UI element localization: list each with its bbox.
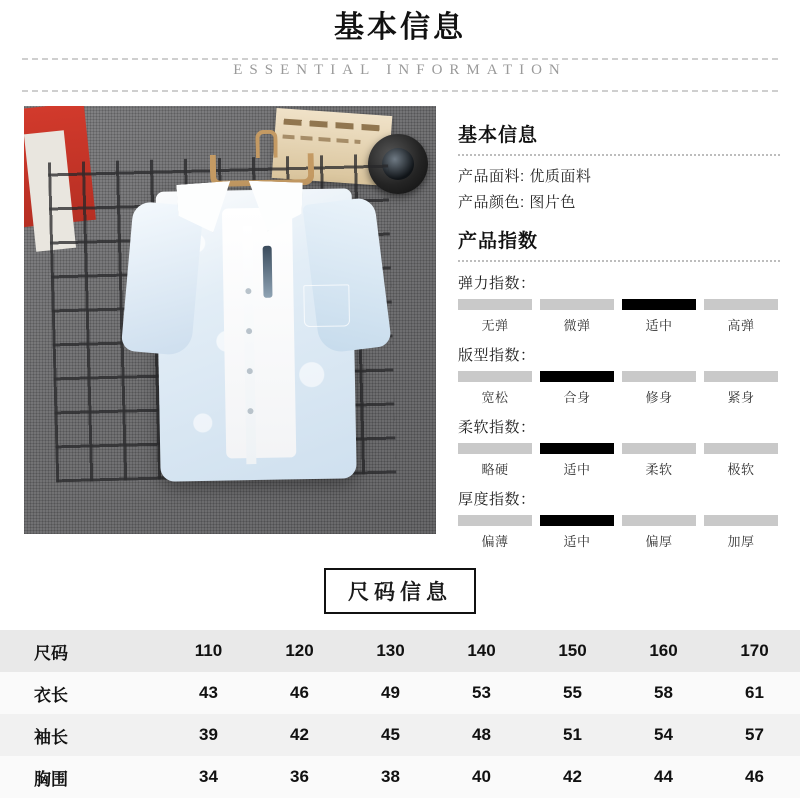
index-option-label: 紧身 — [727, 390, 755, 405]
info-column — [458, 106, 780, 550]
basic-info-color: 产品颜色: 图片色 — [458, 194, 576, 211]
index-bar — [540, 299, 614, 310]
basic-info-title: 基本信息 — [458, 125, 539, 146]
index-option — [704, 299, 778, 334]
index-option — [704, 443, 778, 478]
index-option-label: 极软 — [727, 462, 755, 477]
index-bar-selected — [540, 371, 614, 382]
shirt-button — [245, 288, 251, 294]
table-row — [0, 756, 800, 798]
table-header-cell: 160 — [649, 641, 678, 660]
table-cell: 39 — [199, 725, 218, 744]
table-header-cell: 110 — [194, 641, 223, 660]
table-cell: 42 — [290, 725, 309, 744]
index-bars-fit — [458, 371, 780, 406]
dashed-divider-bottom — [22, 90, 778, 92]
shirt-button — [246, 328, 252, 334]
table-cell: 54 — [654, 725, 673, 744]
product-index-divider — [458, 260, 780, 262]
index-option-label: 偏薄 — [481, 534, 509, 549]
content-row — [0, 106, 800, 550]
table-cell: 48 — [472, 725, 491, 744]
table-cell: 44 — [654, 767, 673, 786]
dashed-divider-top — [22, 58, 778, 60]
index-label-softness: 柔软指数： — [458, 419, 536, 436]
index-bar — [622, 371, 696, 382]
table-header-row — [0, 630, 800, 672]
index-bars-thickness — [458, 515, 780, 550]
shirt-button — [247, 368, 253, 374]
index-option-label: 适中 — [563, 462, 591, 477]
table-row — [0, 672, 800, 714]
table-cell: 34 — [199, 767, 218, 786]
index-option — [622, 299, 696, 334]
basic-info-fabric: 产品面料: 优质面料 — [458, 168, 592, 185]
table-header-cell: 尺码 — [34, 643, 68, 663]
index-option — [458, 443, 532, 478]
index-option-label: 略硬 — [481, 462, 509, 477]
index-bar-selected — [622, 299, 696, 310]
table-cell: 53 — [472, 683, 491, 702]
table-cell: 36 — [290, 767, 309, 786]
index-bar — [458, 299, 532, 310]
shirt-inner-tee — [222, 207, 296, 458]
table-cell: 40 — [472, 767, 491, 786]
product-index-block — [458, 226, 780, 550]
index-option — [622, 371, 696, 406]
index-option — [458, 299, 532, 334]
index-bars-softness — [458, 443, 780, 478]
table-cell: 55 — [563, 683, 582, 702]
table-cell: 38 — [381, 767, 400, 786]
table-cell: 46 — [290, 683, 309, 702]
index-option-label: 高弹 — [727, 318, 755, 333]
index-option-label: 偏厚 — [645, 534, 673, 549]
basic-info-divider — [458, 154, 780, 156]
table-cell: 61 — [745, 683, 764, 702]
index-bar — [622, 515, 696, 526]
index-label-fit: 版型指数： — [458, 347, 536, 364]
table-cell: 42 — [563, 767, 582, 786]
size-section-title: 尺码信息 — [324, 568, 476, 614]
index-bar-selected — [540, 443, 614, 454]
shirt-sleeve-left — [121, 201, 204, 357]
hang-tag — [263, 246, 273, 298]
table-header-cell: 140 — [467, 641, 496, 660]
table-header-cell: 130 — [376, 641, 405, 660]
index-bar — [622, 443, 696, 454]
index-option-label: 修身 — [645, 390, 673, 405]
page-title: 基本信息 — [334, 11, 466, 44]
size-table — [0, 630, 800, 798]
index-option-label: 微弹 — [563, 318, 591, 333]
index-bar — [704, 299, 778, 310]
table-header-cell: 170 — [740, 641, 769, 660]
page-header — [0, 0, 800, 94]
row-label: 袖长 — [34, 727, 68, 747]
index-option — [458, 515, 532, 550]
shirt-button — [247, 408, 253, 414]
index-bars-elasticity — [458, 299, 780, 334]
row-label: 胸围 — [34, 769, 68, 789]
index-option-label: 适中 — [645, 318, 673, 333]
index-option-label: 合身 — [563, 390, 591, 405]
index-bar — [704, 371, 778, 382]
index-bar — [704, 515, 778, 526]
index-option-label: 加厚 — [727, 534, 755, 549]
row-label: 衣长 — [34, 685, 68, 705]
shirt-graphic — [125, 166, 386, 486]
index-label-thickness: 厚度指数： — [458, 491, 536, 508]
table-cell: 51 — [563, 725, 582, 744]
index-option — [622, 443, 696, 478]
index-option — [540, 371, 614, 406]
index-label-elasticity: 弹力指数： — [458, 275, 536, 292]
index-bar — [704, 443, 778, 454]
size-section-header — [0, 568, 800, 614]
index-option — [540, 443, 614, 478]
index-option-label: 无弹 — [481, 318, 509, 333]
index-option — [704, 515, 778, 550]
index-bar — [458, 515, 532, 526]
table-cell: 46 — [745, 767, 764, 786]
index-bar-selected — [540, 515, 614, 526]
index-option — [704, 371, 778, 406]
table-cell: 58 — [654, 683, 673, 702]
table-cell: 49 — [381, 683, 400, 702]
table-cell: 57 — [745, 725, 764, 744]
table-header-cell: 150 — [558, 641, 587, 660]
table-cell: 43 — [199, 683, 218, 702]
index-option — [540, 515, 614, 550]
index-option — [622, 515, 696, 550]
index-option-label: 宽松 — [481, 390, 509, 405]
index-option — [458, 371, 532, 406]
table-cell: 45 — [381, 725, 400, 744]
product-index-title: 产品指数 — [458, 231, 539, 252]
index-option — [540, 299, 614, 334]
page-subtitle: ESSENTIAL INFORMATION — [233, 62, 567, 78]
index-bar — [458, 371, 532, 382]
index-option-label: 柔软 — [645, 462, 673, 477]
table-header-cell: 120 — [285, 641, 314, 660]
table-row — [0, 714, 800, 756]
index-bar — [458, 443, 532, 454]
page-subtitle-band — [0, 54, 800, 94]
shirt-pocket — [303, 284, 350, 327]
index-option-label: 适中 — [563, 534, 591, 549]
product-image — [24, 106, 436, 534]
